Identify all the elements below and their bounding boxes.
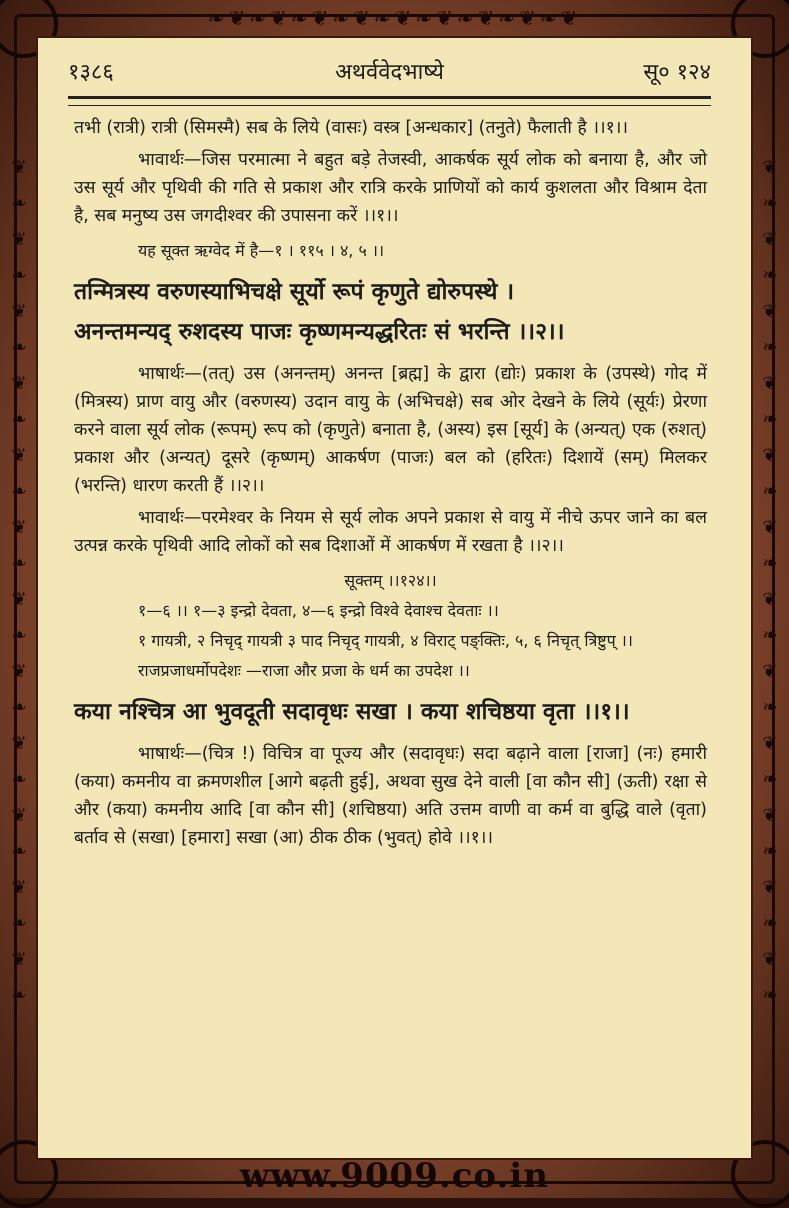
rigveda-reference: यह सूक्त ऋग्वेद में है—१ । ११५ । ४, ५ ।। [138,241,385,260]
mantra-line: अनन्तमन्यद् रुशदस्य पाजः कृष्णमन्यद्धरितः सं भरन्ति ।।२।। [74,318,565,345]
bhasharth-paragraph: भाषार्थः—(चित्र !) विचित्र वा पूज्य और (सदावृधः) सदा बढ़ाने वाला [राजा] (नः) हमारी (कया) कमनीय वा क्रमणशील [आगे बढ़ती हुई], अथवा सुख देने वाली [वा कौन सी] (ऊती) रक्षा से और (कया) कमनीय आदि [वा कौन सी] (शचिष्ठया) अति उत्तम वाणी वा कर्म वा बुद्धि वाले (वृता) बर्ताव से (सखा) [हमारा] सखा (आ) ठीक ठीक (भुवत्) होवे ।।१।। [74,744,707,848]
upadesh-line: राजप्रजाधर्मोपदेशः —राजा और प्रजा के धर्म का उपदेश ।। [138,661,470,680]
website-watermark: www.9009.co.in [240,1156,549,1196]
bhasharth-paragraph: भाषार्थः—(तत्) उस (अनन्तम्) अनन्त [ब्रह्म] के द्वारा (द्योः) प्रकाश के (उपस्थे) गोद में (मित्रस्य) प्राण वायु और (वरुणस्य) उदान वायु के (अभिचक्षे) सब ओर देखने के लिये (सूर्यः) प्रेरणा करने वाला सूर्य लोक (रूपम्) रूप को (कृणुते) बनाता है, (अस्य) इस [सूर्य] के (अन्यत्) एक (रुशत्) प्रकाश और (अन्यत्) दूसरे (कृष्णम्) आकर्षण (पाजः) बल को (हरितः) दिशायें (सम्) मिलकर (भरन्ति) धारण करती हैं ।।२।। [74,364,707,496]
book-title: अथर्ववेदभाष्ये [335,60,444,85]
bhavarth-paragraph: भावार्थः—परमेश्वर के नियम से सूर्य लोक अपने प्रकाश से वायु में नीचे ऊपर जाने का बल उत्पन्न करके पृथिवी आदि लोकों को सब दिशाओं में आकर्षण में रखता है ।।२।। [74,508,707,556]
top-scroll-ornament: ❧❦❧❦❧❦❧❦❧❦❧❦❧❦❧❦❧❦ [207,6,582,28]
chhanda-line: १ गायत्री, २ निचृद् गायत्री ३ पाद निचृद् गायत्री, ४ विराट् पङ्क्तिः, ५, ६ निचृत् त्रिष्टुप् ।। [138,631,633,650]
sukta-heading: सूक्तम् ।।१२४।। [344,571,437,590]
right-scroll-ornament: ❦ ❧ ❦ ❧ ❦ ❧ ❦ ❧ ❦ ❧ ❦ ❧ ❦ ❧ ❦ ❧ ❦ ❧ ❦ ❧ ❦ ❧ ❦ ❧ [762,157,778,1006]
mantra-line: कया नश्चित्र आ भुवदूती सदावृधः सखा । कया शचिष्ठया वृता ।।१।। [74,698,630,725]
left-scroll-ornament: ❦ ❧ ❦ ❧ ❦ ❧ ❦ ❧ ❦ ❧ ❦ ❧ ❦ ❧ ❦ ❧ ❦ ❧ ❦ ❧ ❦ ❧ ❦ ❧ [11,157,27,1006]
bhavarth-paragraph: भावार्थः—जिस परमात्मा ने बहुत बड़े तेजस्वी, आकर्षक सूर्य लोक को बनाया है, और जो उस सूर्य और पृथिवी की गति से प्रकाश और रात्रि करके प्राणियों को कार्य कुशलता और विश्राम देता है, सब मनुष्य उस जगदीश्वर की उपासना करें ।।१।। [74,150,707,226]
devata-line: १—६ ।। १—३ इन्द्रो देवता, ४—६ इन्द्रो विश्वे देवाश्च देवताः ।। [138,601,499,620]
page-body [74,114,707,852]
header-rule [68,96,711,106]
translation-paragraph: तभी (रात्री) रात्री (सिमस्मै) सब के लिये (वासः) वस्त्र [अन्धकार] (तनुते) फैलाती है ।।१।। [74,118,628,138]
sukta-reference: सू० १२४ [643,60,711,85]
page-number: १३८६ [68,60,114,85]
mantra-line: तन्मित्रस्य वरुणस्याभिचक्षे सूर्यो रूपं कृणुते द्योरुपस्थे । [74,278,515,305]
page-header [68,56,711,92]
scanned-page [36,36,753,1160]
